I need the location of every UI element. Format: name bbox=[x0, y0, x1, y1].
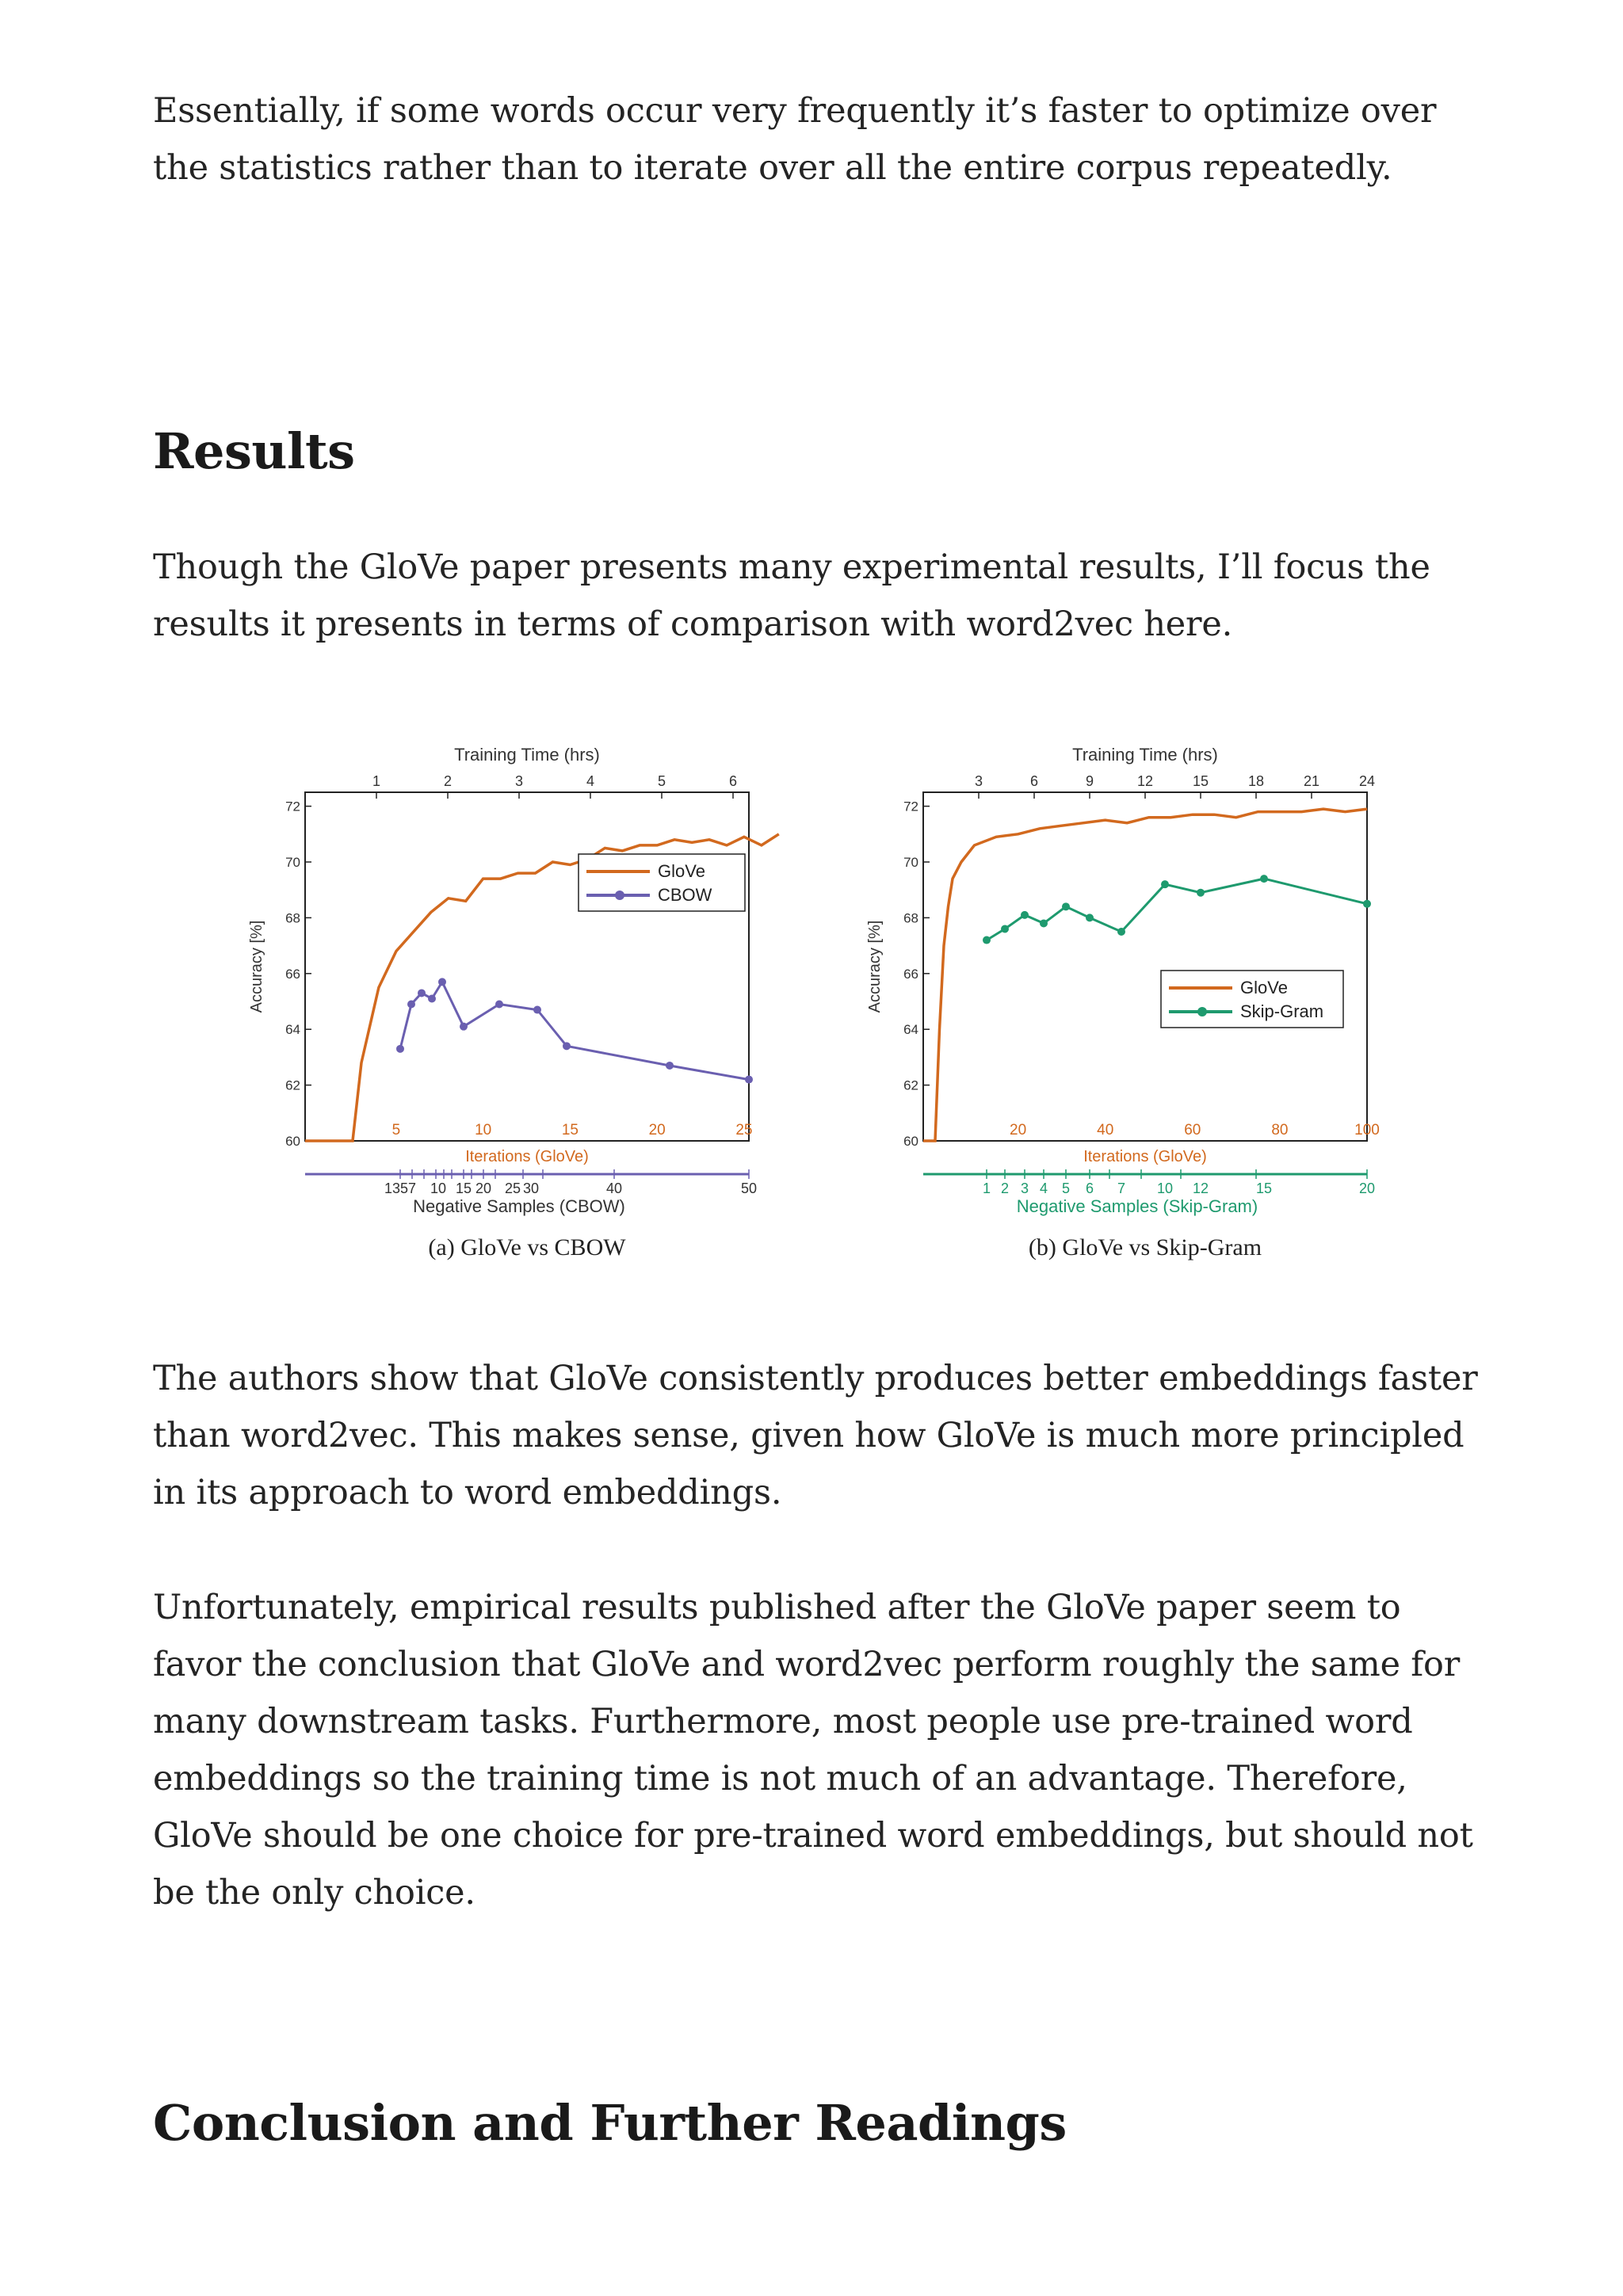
bottom-tick-label: 1 bbox=[982, 1180, 991, 1196]
bottom-tick-label: 4 bbox=[1039, 1180, 1048, 1196]
plot-frame bbox=[305, 792, 749, 1141]
top-tick-label: 21 bbox=[1303, 773, 1320, 789]
figure-caption: (b) GloVe vs Skip-Gram bbox=[1028, 1234, 1262, 1261]
bottom-tick-label: 10 bbox=[1156, 1180, 1174, 1196]
bottom-axis-label: Negative Samples (CBOW) bbox=[413, 1196, 625, 1216]
data-point-skip-gram bbox=[1062, 902, 1070, 910]
bottom-tick-label: 20 bbox=[475, 1180, 492, 1196]
data-point-cbow bbox=[418, 989, 426, 997]
top-tick-label: 15 bbox=[1192, 773, 1209, 789]
data-point-skip-gram bbox=[1260, 875, 1268, 883]
heading-conclusion: Conclusion and Further Readings bbox=[153, 2094, 1067, 2152]
legend-label-skip-gram: Skip-Gram bbox=[1240, 1001, 1324, 1021]
x-axis-label: Iterations (GloVe) bbox=[465, 1148, 589, 1165]
bottom-tick-label: 50 bbox=[740, 1180, 758, 1196]
y-tick-label: 64 bbox=[903, 1022, 918, 1038]
y-tick-label: 64 bbox=[285, 1022, 300, 1038]
data-point-skip-gram bbox=[1021, 911, 1029, 919]
chart-panel-glove-vs-cbow bbox=[248, 745, 779, 1261]
top-axis-label: Training Time (hrs) bbox=[454, 745, 600, 765]
data-point-skip-gram bbox=[1197, 889, 1205, 897]
top-tick-label: 18 bbox=[1247, 773, 1265, 789]
data-point-skip-gram bbox=[1117, 928, 1125, 936]
chart-panel-glove-vs-skipgram bbox=[866, 745, 1380, 1261]
series-line-cbow bbox=[400, 982, 749, 1079]
y-tick-label: 66 bbox=[903, 966, 918, 982]
legend-label-cbow: CBOW bbox=[658, 885, 712, 905]
top-tick-label: 3 bbox=[514, 773, 524, 789]
y-tick-label: 68 bbox=[285, 910, 300, 926]
y-tick-label: 66 bbox=[285, 966, 300, 982]
paragraph-results-1: The authors show that GloVe consistently produces better embeddings faster than word2vec. This makes sense, given how GloVe is much more principled in its approach to word embeddings. bbox=[153, 1359, 1478, 1512]
bottom-tick-label: 25 bbox=[504, 1180, 521, 1196]
data-point-skip-gram bbox=[1161, 880, 1169, 888]
heading-results: Results bbox=[153, 422, 355, 480]
x-tick-label: 20 bbox=[648, 1122, 666, 1138]
data-point-skip-gram bbox=[1363, 900, 1371, 908]
figure-svg bbox=[230, 737, 1403, 1291]
top-tick-label: 6 bbox=[728, 773, 738, 789]
top-tick-label: 1 bbox=[372, 773, 381, 789]
data-point-cbow bbox=[396, 1045, 404, 1053]
figure-glove-comparison bbox=[230, 737, 1403, 1291]
bottom-tick-label: 10 bbox=[430, 1180, 447, 1196]
y-tick-label: 70 bbox=[903, 855, 918, 870]
data-point-cbow bbox=[438, 978, 446, 986]
y-tick-label: 60 bbox=[903, 1134, 918, 1149]
y-tick-label: 72 bbox=[903, 799, 918, 814]
y-tick-label: 62 bbox=[903, 1077, 918, 1093]
paragraph-results-2: Unfortunately, empirical results published after the GloVe paper seem to favor the conclusion that GloVe and word2vec perform roughly the same for many downstream tasks. Furthermore, most people use pre-trained word embeddings so the training time is not much of an advantage. Therefore, GloVe should be one choice for pre-trained word embeddings, but should not be the only choice. bbox=[153, 1588, 1473, 1913]
x-tick-label: 40 bbox=[1097, 1122, 1114, 1138]
x-tick-label: 20 bbox=[1010, 1122, 1027, 1138]
data-point-cbow bbox=[407, 1001, 415, 1009]
top-axis-label: Training Time (hrs) bbox=[1072, 745, 1218, 765]
data-point-cbow bbox=[460, 1023, 468, 1031]
data-point-skip-gram bbox=[1001, 925, 1009, 933]
bottom-tick-label: 2 bbox=[1000, 1180, 1010, 1196]
bottom-tick-label: 20 bbox=[1358, 1180, 1376, 1196]
bottom-tick-label: 1357 bbox=[384, 1180, 417, 1196]
x-tick-label: 80 bbox=[1271, 1122, 1289, 1138]
top-tick-label: 9 bbox=[1085, 773, 1094, 789]
data-point-cbow bbox=[745, 1076, 753, 1084]
legend-marker-cbow bbox=[615, 891, 624, 900]
bottom-tick-label: 15 bbox=[455, 1180, 472, 1196]
x-tick-label: 60 bbox=[1184, 1122, 1201, 1138]
series-line-skip-gram bbox=[987, 879, 1367, 940]
x-tick-label: 25 bbox=[735, 1122, 753, 1138]
bottom-tick-label: 15 bbox=[1255, 1180, 1273, 1196]
bottom-tick-label: 3 bbox=[1020, 1180, 1029, 1196]
figure-caption: (a) GloVe vs CBOW bbox=[428, 1234, 626, 1261]
bottom-tick-label: 30 bbox=[522, 1180, 540, 1196]
top-tick-label: 5 bbox=[657, 773, 666, 789]
top-tick-label: 6 bbox=[1029, 773, 1039, 789]
data-point-cbow bbox=[563, 1042, 571, 1050]
bottom-tick-label: 7 bbox=[1117, 1180, 1126, 1196]
legend-label-glove: GloVe bbox=[658, 861, 705, 881]
y-axis-label: Accuracy [%] bbox=[248, 920, 265, 1013]
bottom-tick-label: 12 bbox=[1192, 1180, 1209, 1196]
top-tick-label: 4 bbox=[586, 773, 595, 789]
data-point-cbow bbox=[533, 1006, 541, 1014]
paragraph-intro: Essentially, if some words occur very frequently it’s faster to optimize over the statistics rather than to iterate over all the entire corpus repeatedly. bbox=[153, 91, 1437, 188]
bottom-tick-label: 5 bbox=[1061, 1180, 1071, 1196]
top-tick-label: 12 bbox=[1136, 773, 1154, 789]
data-point-skip-gram bbox=[983, 936, 991, 944]
data-point-cbow bbox=[495, 1001, 503, 1009]
x-tick-label: 5 bbox=[391, 1122, 401, 1138]
top-tick-label: 3 bbox=[974, 773, 983, 789]
x-axis-label: Iterations (GloVe) bbox=[1083, 1148, 1207, 1165]
top-tick-label: 2 bbox=[443, 773, 453, 789]
data-point-skip-gram bbox=[1040, 919, 1048, 927]
x-tick-label: 10 bbox=[475, 1122, 492, 1138]
bottom-tick-label: 6 bbox=[1085, 1180, 1094, 1196]
y-axis-label: Accuracy [%] bbox=[866, 920, 884, 1013]
bottom-axis-label: Negative Samples (Skip-Gram) bbox=[1016, 1196, 1258, 1216]
legend-label-glove: GloVe bbox=[1240, 978, 1288, 997]
top-tick-label: 24 bbox=[1358, 773, 1376, 789]
y-tick-label: 62 bbox=[285, 1077, 300, 1093]
bottom-tick-label: 40 bbox=[605, 1180, 623, 1196]
data-point-skip-gram bbox=[1086, 913, 1094, 921]
paragraph-results-intro: Though the GloVe paper presents many experimental results, I’ll focus the results it presents in terms of comparison with word2vec here. bbox=[153, 547, 1430, 644]
plot-frame bbox=[923, 792, 1367, 1141]
data-point-cbow bbox=[428, 994, 436, 1002]
y-tick-label: 70 bbox=[285, 855, 300, 870]
x-tick-label: 15 bbox=[561, 1122, 579, 1138]
y-tick-label: 68 bbox=[903, 910, 918, 926]
y-tick-label: 72 bbox=[285, 799, 300, 814]
data-point-cbow bbox=[666, 1062, 674, 1070]
x-tick-label: 100 bbox=[1354, 1122, 1380, 1138]
y-tick-label: 60 bbox=[285, 1134, 300, 1149]
legend-marker-skip-gram bbox=[1197, 1007, 1207, 1016]
